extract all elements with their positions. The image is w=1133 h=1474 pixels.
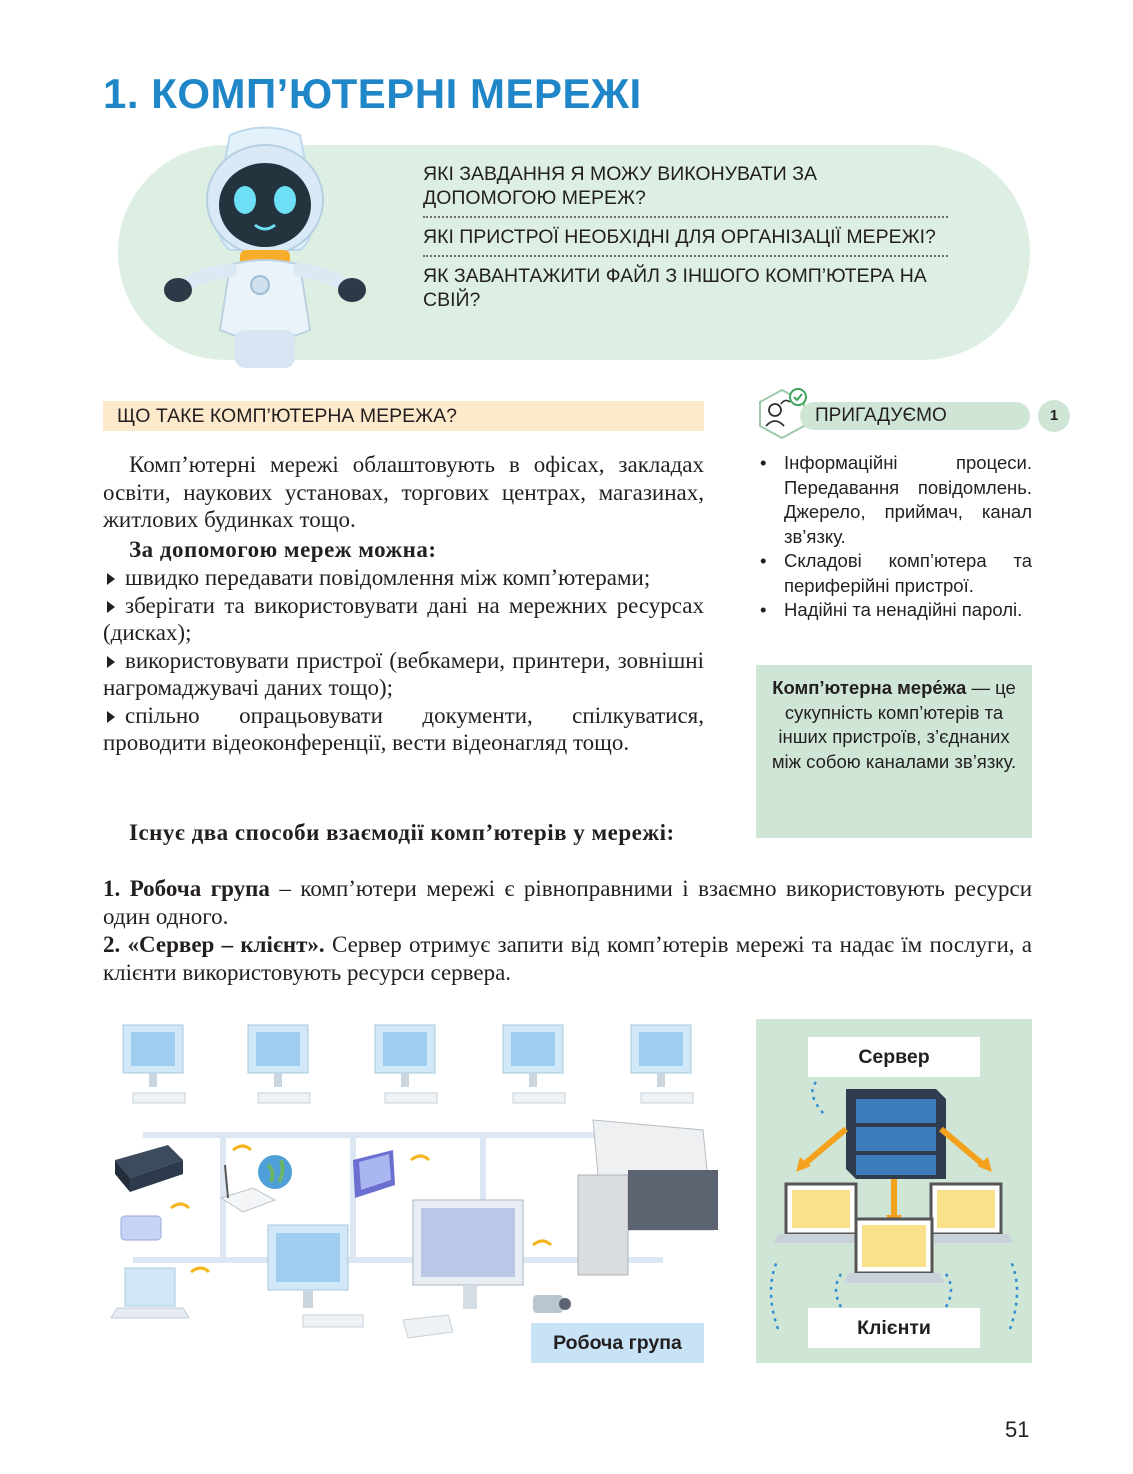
clients-label: Клієнти — [808, 1308, 980, 1348]
wifi-icon — [233, 1146, 251, 1150]
server-icon — [846, 1089, 946, 1179]
questions-list — [423, 162, 948, 318]
can-item: зберігати та використовувати дані на мережних ресурсах (дисках); — [103, 592, 704, 645]
recall-item: • Надійні та ненадійні паролі. — [758, 598, 1032, 623]
can-item: спільно опрацьовувати документи, спілкуватися, проводити відеоконференції, вести відеонагляд тощо. — [103, 702, 704, 755]
method-1 — [103, 875, 1032, 930]
monitor-icon — [403, 1200, 523, 1338]
section-heading: ЩО ТАКЕ КОМП’ЮТЕРНА МЕРЕЖА? — [103, 401, 704, 431]
arrow-bullet-icon — [107, 573, 115, 585]
monitor-icon — [631, 1025, 693, 1103]
recall-item: • Складові комп’ютера та периферійні пристрої. — [758, 549, 1032, 598]
method-1-label: 1. Робоча група — [103, 876, 270, 901]
arrow-bullet-icon — [107, 711, 115, 723]
monitor-icon — [248, 1025, 310, 1103]
camera-icon — [533, 1295, 571, 1313]
recall-label: ПРИГАДУЄМО — [815, 405, 947, 426]
page-number: 51 — [1005, 1417, 1030, 1442]
method-2-text: Сервер отримує запити від комп’ютерів мережі та надає їм послуги, а клієнти використовують ресурси сервера. — [103, 932, 1032, 985]
recall-number-badge: 1 — [1038, 400, 1070, 432]
question-item: ЯКІ ПРИСТРОЇ НЕОБХІДНІ ДЛЯ ОРГАНІЗАЦІЇ МЕРЕЖІ? — [423, 216, 948, 255]
can-item: використовувати пристрої (вебкамери, принтери, зовнішні нагромаджувачі даних тощо); — [103, 647, 704, 700]
method-2 — [103, 931, 1032, 986]
wifi-icon — [411, 1156, 429, 1160]
wifi-icon — [171, 1204, 189, 1208]
monitor-icon — [503, 1025, 565, 1103]
method-2-label: 2. «Сервер – клієнт». — [103, 932, 325, 957]
monitor-icon — [123, 1025, 185, 1103]
definition-box — [756, 665, 1032, 838]
arrow-bullet-icon — [107, 601, 115, 613]
globe-icon — [258, 1155, 292, 1189]
phone-icon — [121, 1216, 161, 1240]
wifi-icon — [533, 1241, 551, 1245]
intro-paragraph: Комп’ютерні мережі облаштовують в офісах, закладах освіти, наукових установах, торгових центрах, магазинах, житлових будинках тощо. — [103, 452, 704, 532]
methods-heading: Існує два способи взаємодії комп’ютерів у мережі: — [129, 820, 675, 845]
question-item: ЯКІ ЗАВДАННЯ Я МОЖУ ВИКОНУВАТИ ЗА ДОПОМОГОЮ МЕРЕЖ? — [423, 163, 818, 209]
workgroup-label: Робоча група — [531, 1323, 704, 1363]
can-item: швидко передавати повідомлення між комп’ютерами; — [103, 564, 704, 592]
can-heading: За допомогою мереж можна: — [129, 537, 437, 562]
page-title: 1. КОМП’ЮТЕРНІ МЕРЕЖІ — [103, 70, 642, 117]
monitor-icon — [375, 1025, 437, 1103]
laptop-icon — [111, 1268, 189, 1318]
wifi-icon — [191, 1268, 209, 1272]
recall-item: • Інформаційні процеси. Передавання повідомлень. Джерело, приймач, канал зв’язку. — [758, 451, 1032, 549]
laptop-icon — [774, 1184, 868, 1243]
method-1-text: – комп’ютери мережі є рівноправними і взаємно використовують ресурси один одного. — [103, 876, 1033, 929]
definition-term: Комп’ютерна мере́жа — [772, 677, 967, 698]
can-list — [103, 564, 704, 757]
laptop-icon — [844, 1219, 944, 1283]
server-label: Сервер — [808, 1037, 980, 1077]
arrow-bullet-icon — [107, 656, 115, 668]
monitor-icon — [268, 1225, 363, 1327]
robot-illustration — [160, 125, 370, 370]
printer-icon — [578, 1120, 718, 1275]
tablet-icon — [353, 1150, 395, 1198]
workgroup-illustration — [103, 1020, 723, 1360]
definition-text: — це сукупність комп’ютерів та інших пристроїв, з’єднаних між собою каналами зв’язку. — [771, 677, 1017, 772]
recall-list — [758, 451, 1032, 623]
server-rack-icon — [115, 1145, 183, 1192]
question-item: ЯК ЗАВАНТАЖИТИ ФАЙЛ З ІНШОГО КОМП’ЮТЕРА НА СВІЙ? — [423, 255, 948, 318]
